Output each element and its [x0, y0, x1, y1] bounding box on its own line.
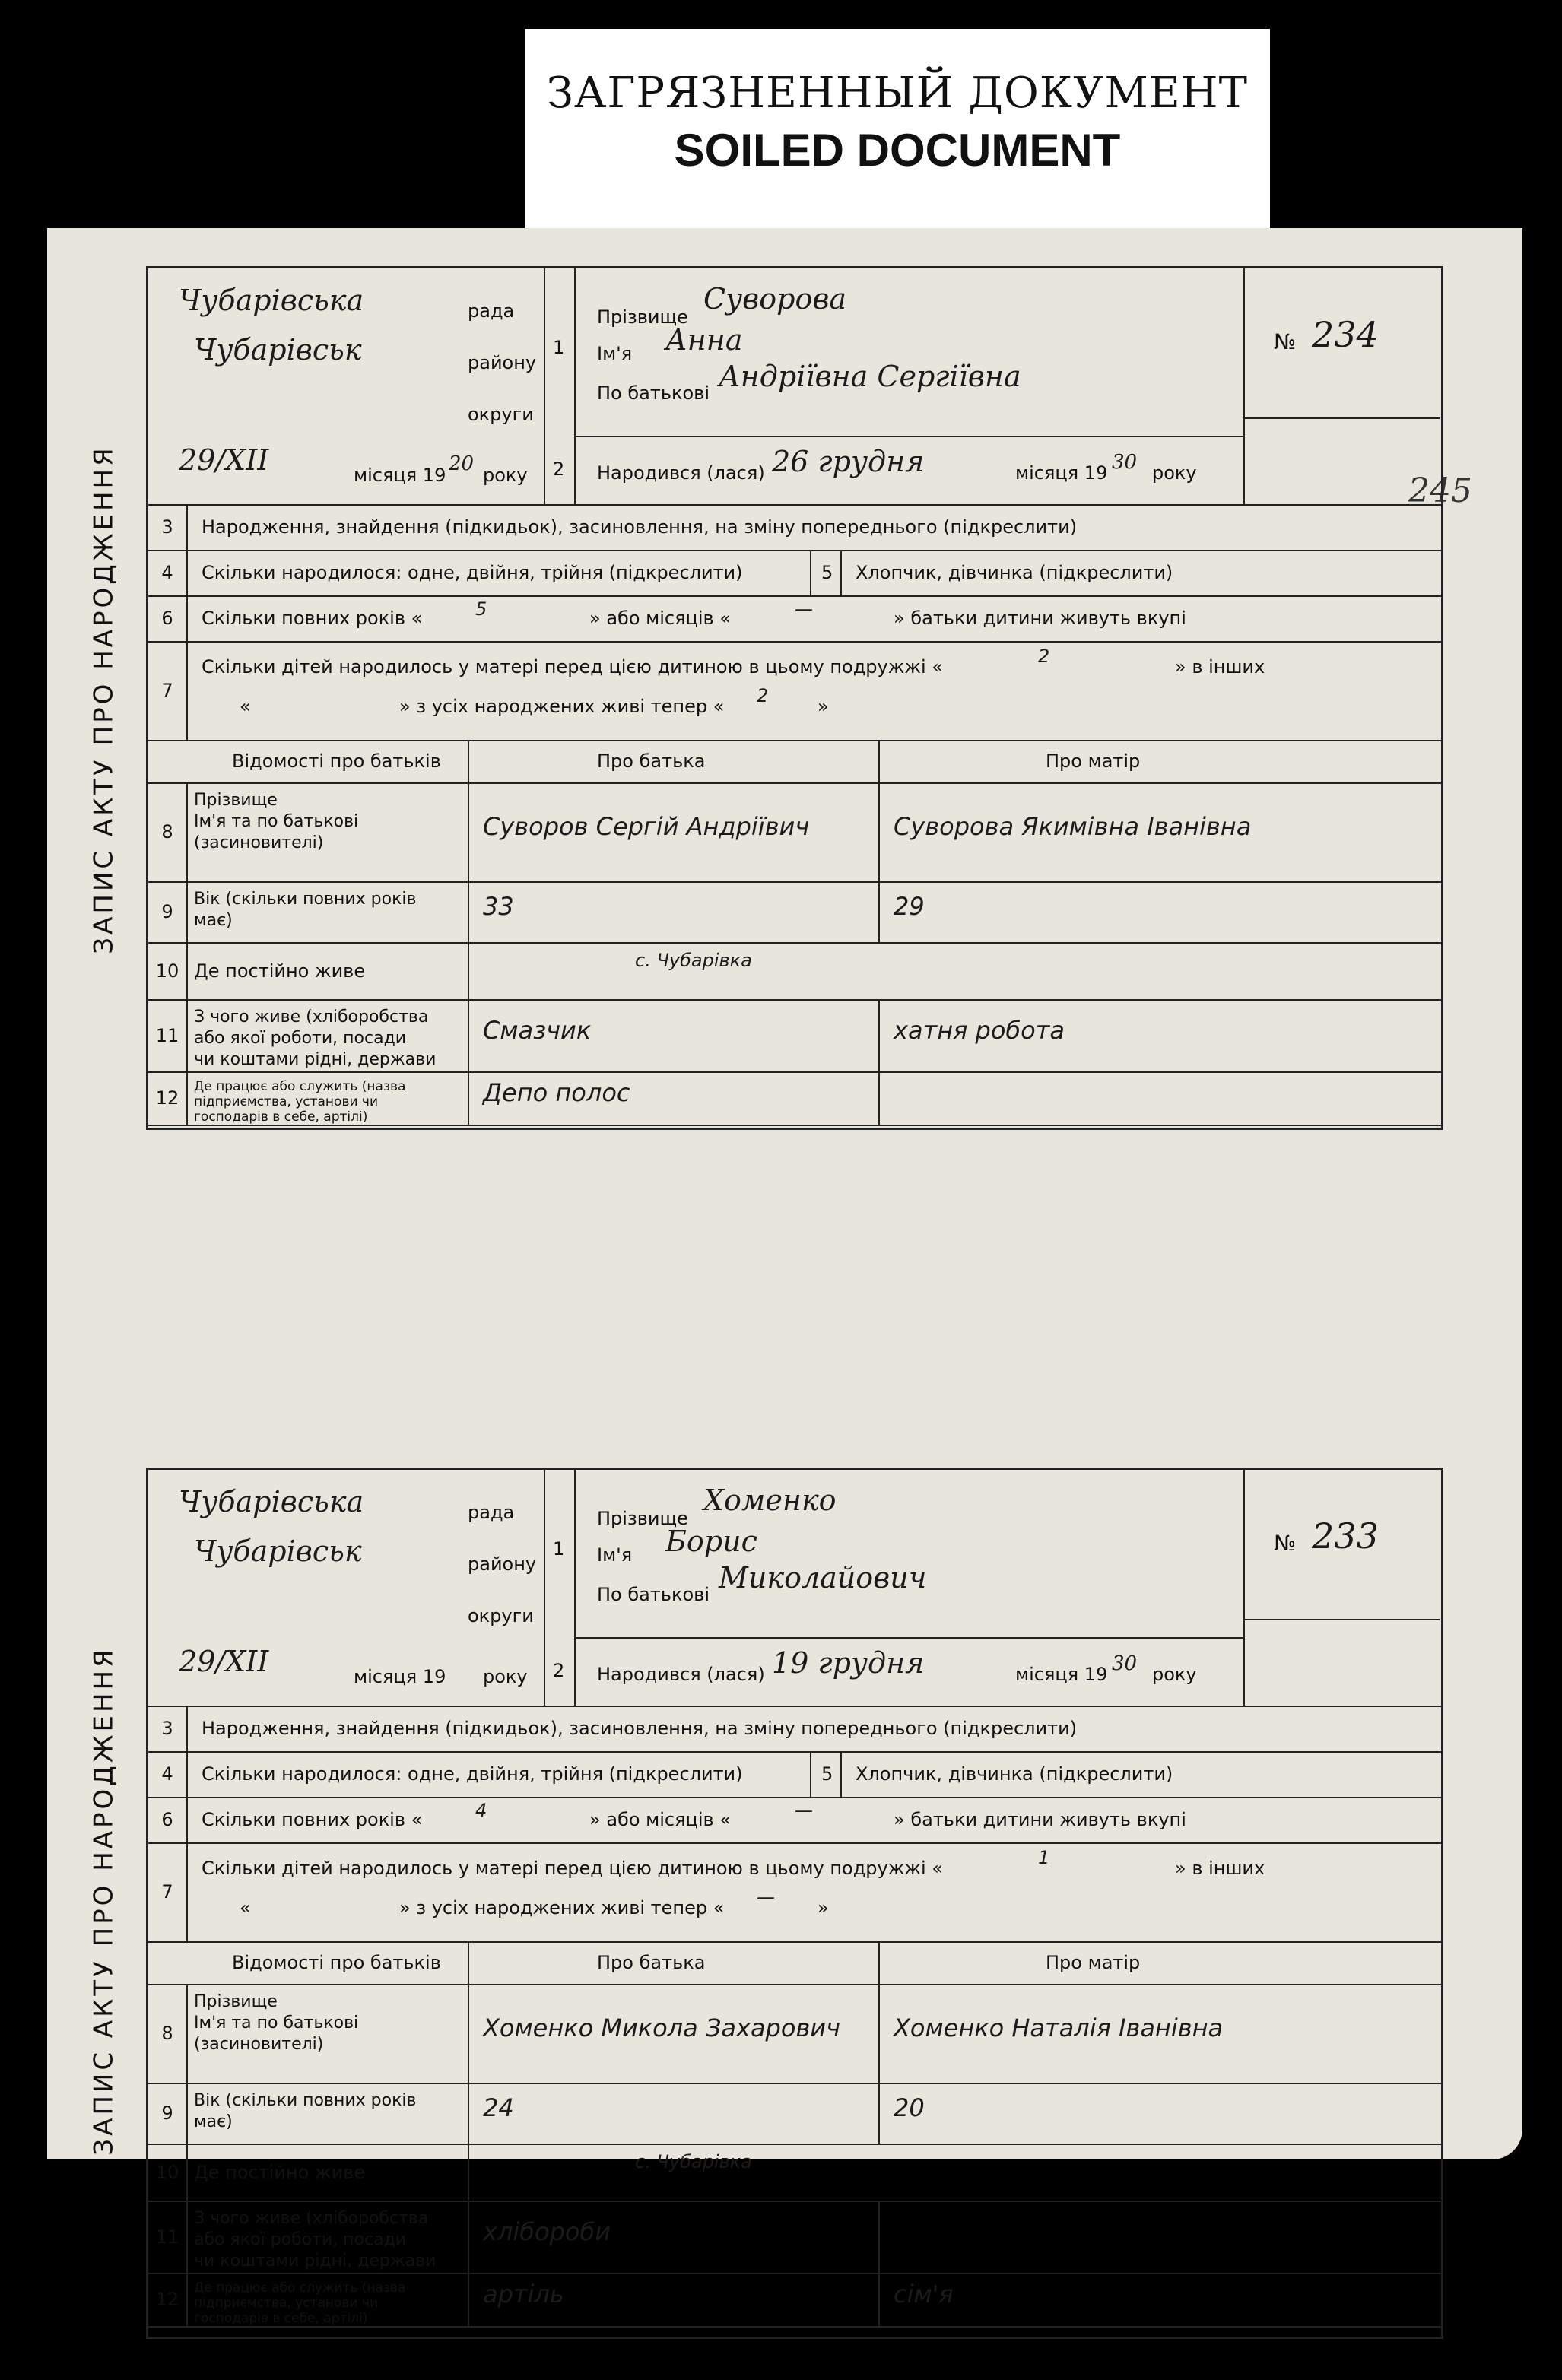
row-number: 9 — [148, 2083, 188, 2144]
row-12-father: артіль — [483, 2280, 564, 2309]
record-frame — [146, 1468, 1443, 2339]
row6-a: Скільки повних років « — [202, 1809, 423, 1830]
number-label: № — [1274, 329, 1297, 354]
col-split — [878, 1984, 880, 2083]
row-8 — [148, 1984, 1441, 2084]
number-handwritten: 233 — [1312, 1515, 1379, 1557]
surname-label: Прізвище — [597, 1508, 688, 1529]
number-block — [1243, 1470, 1441, 1622]
children-before: 2 — [1038, 646, 1050, 667]
row-number: 3 — [148, 504, 188, 550]
row-number-2: 2 — [553, 459, 565, 480]
col-split — [468, 2144, 469, 2201]
row-9-father: 24 — [483, 2093, 514, 2122]
row-12-label: Де працює або служить (назва підприємства, установи чи господарів в себе, артілі) — [194, 1079, 406, 1125]
surname-label: Прізвище — [597, 306, 688, 328]
row-9-label: Вік (скільки повних років має) — [194, 2091, 417, 2131]
row-10 — [148, 942, 1441, 1001]
record-header — [148, 1470, 1441, 1707]
rada-handwritten: Чубарівська — [179, 284, 364, 317]
col-split — [878, 782, 880, 881]
born-year-handwritten: 30 — [1112, 1652, 1138, 1675]
col-split — [878, 1071, 880, 1125]
row3-text: Народження, знайдення (підкидьок), засиновлення, на зміну попереднього (підкреслити) — [202, 1718, 1078, 1739]
row-number: 4 — [148, 550, 188, 595]
header-number-column — [544, 1470, 576, 1706]
row-9-mother: 29 — [894, 892, 925, 921]
born-handwritten: 26 грудня — [772, 445, 925, 478]
col-split — [878, 2201, 880, 2273]
row10-label: Де постійно живе — [194, 2162, 366, 2183]
row-3 — [148, 1706, 1441, 1753]
row7-a: Скільки дітей народилось у матері перед цією дитиною в цьому подружжі « — [202, 1858, 943, 1879]
raion-handwritten: Чубарівськ — [194, 1534, 362, 1568]
born-label: Народився (лася) — [597, 462, 765, 484]
row-number: 8 — [148, 782, 188, 881]
row-number: 10 — [148, 942, 188, 999]
row-8-label: Прізвище Ім'я та по батькові (засиновителі) — [194, 1992, 359, 2054]
date-handwritten: 29/XII — [179, 1645, 269, 1678]
month-label: місяця 19 — [354, 465, 446, 486]
about-mother-label: Про матір — [1046, 750, 1141, 772]
name-label: Ім'я — [597, 343, 633, 364]
row-12-mother: сім'я — [894, 2280, 954, 2309]
row6-a: Скільки повних років « — [202, 608, 423, 629]
row-4-5 — [148, 550, 1441, 597]
rada-label: рада — [468, 1502, 515, 1523]
child-block — [574, 268, 1245, 504]
row-11-father: хлібороби — [483, 2217, 611, 2246]
row6-b: » або місяців « — [589, 608, 731, 629]
row-11 — [148, 2201, 1441, 2274]
row-4-5 — [148, 1751, 1441, 1798]
row-12-father: Депо полос — [483, 1078, 630, 1107]
surname-handwritten: Хоменко — [703, 1484, 837, 1517]
col-split — [878, 1941, 880, 1984]
row-number: 10 — [148, 2144, 188, 2201]
row-number-2: 2 — [553, 1660, 565, 1681]
okruhy-label: округи — [468, 404, 534, 425]
row-9-mother: 20 — [894, 2093, 925, 2122]
row10-label: Де постійно живе — [194, 960, 366, 982]
page-number: 245 — [1408, 471, 1472, 510]
row4-text: Скільки народилося: одне, двійня, трійня (підкреслити) — [202, 562, 743, 583]
name-label: Ім'я — [597, 1544, 633, 1566]
row-11-mother: хатня робота — [894, 1015, 1065, 1045]
children-before: 1 — [1038, 1847, 1050, 1868]
raion-handwritten: Чубарівськ — [194, 333, 362, 367]
label-english: SOILED DOCUMENT — [674, 125, 1121, 176]
parents-header — [148, 740, 1441, 784]
year-handwritten: 20 — [449, 452, 475, 475]
row-number: 12 — [148, 2273, 188, 2326]
birth-record-2 — [47, 1445, 1522, 2380]
born-label: Народився (лася) — [597, 1664, 765, 1685]
col-split — [878, 881, 880, 942]
born-month-label: місяця 19 — [1015, 1664, 1108, 1685]
row7-d: » з усіх народжених живі тепер « — [399, 696, 725, 717]
years-together: 5 — [475, 598, 487, 620]
about-father-label: Про батька — [597, 750, 706, 772]
raion-label: району — [468, 352, 537, 373]
rada-label: рада — [468, 300, 515, 322]
col-split — [878, 999, 880, 1071]
col-split — [468, 1984, 469, 2083]
col-split — [468, 782, 469, 881]
row7-b: » в інших — [1175, 1858, 1265, 1879]
row-7 — [148, 641, 1441, 741]
alive-now: — — [757, 1887, 775, 1908]
roku-label: року — [483, 1666, 528, 1687]
row7-b: » в інших — [1175, 656, 1265, 678]
col-split — [878, 2083, 880, 2144]
col-split — [468, 2273, 469, 2326]
record-header — [148, 268, 1441, 506]
col-split — [468, 2201, 469, 2273]
row7-c: « — [240, 1897, 251, 1918]
vertical-title-text: ЗАПИС АКТУ ПРО НАРОДЖЕННЯ — [89, 445, 120, 954]
born-roku-label: року — [1152, 462, 1197, 484]
row-9 — [148, 2083, 1441, 2145]
row-number: 7 — [148, 641, 188, 740]
row-11 — [148, 999, 1441, 1073]
row5-number: 5 — [821, 1763, 833, 1785]
row6-c: » батьки дитини живуть вкупі — [894, 608, 1186, 629]
col-split — [468, 2083, 469, 2144]
col-split — [810, 550, 811, 595]
months-together: — — [795, 1800, 813, 1821]
row5-text: Хлопчик, дівчинка (підкреслити) — [856, 1763, 1173, 1785]
header-number-column — [544, 268, 576, 504]
parents-header — [148, 1941, 1441, 1985]
divider — [574, 436, 1243, 437]
row-6 — [148, 595, 1441, 643]
born-month-label: місяця 19 — [1015, 462, 1108, 484]
residence: с. Чубарівка — [635, 950, 752, 971]
surname-handwritten: Суворова — [703, 282, 847, 316]
years-together: 4 — [475, 1800, 487, 1821]
row5-text: Хлопчик, дівчинка (підкреслити) — [856, 562, 1173, 583]
col-split — [468, 1071, 469, 1125]
council-block — [148, 268, 545, 504]
row-8-mother: Хоменко Наталія Іванівна — [894, 2013, 1224, 2042]
col-split — [468, 999, 469, 1071]
col-split — [840, 1751, 842, 1797]
number-block — [1243, 268, 1441, 420]
patronymic-handwritten: Андріївна Сергіївна — [719, 360, 1021, 393]
vertical-title-text: ЗАПИС АКТУ ПРО НАРОДЖЕННЯ — [89, 1646, 120, 2156]
about-mother-label: Про матір — [1046, 1952, 1141, 1973]
name-handwritten: Борис — [665, 1525, 757, 1558]
row6-c: » батьки дитини живуть вкупі — [894, 1809, 1186, 1830]
row7-a: Скільки дітей народилось у матері перед цією дитиною в цьому подружжі « — [202, 656, 943, 678]
row3-text: Народження, знайдення (підкидьок), засиновлення, на зміну попереднього (підкреслити) — [202, 516, 1078, 538]
row-12 — [148, 2273, 1441, 2328]
residence: с. Чубарівка — [635, 2151, 752, 2172]
row5-number: 5 — [821, 562, 833, 583]
parents-info-label: Відомості про батьків — [232, 1952, 441, 1973]
months-together: — — [795, 598, 813, 620]
col-split — [840, 550, 842, 595]
col-split — [810, 1751, 811, 1797]
row-number-1: 1 — [553, 337, 565, 358]
rada-handwritten: Чубарівська — [179, 1485, 364, 1518]
row-8-father: Хоменко Микола Захарович — [483, 2013, 840, 2042]
row-9-father: 33 — [483, 892, 514, 921]
row-number: 6 — [148, 1797, 188, 1842]
col-split — [468, 881, 469, 942]
row-9 — [148, 881, 1441, 944]
row-6 — [148, 1797, 1441, 1844]
soiled-document-label — [525, 29, 1270, 230]
row7-e: » — [818, 696, 829, 717]
col-split — [878, 740, 880, 782]
date-handwritten: 29/XII — [179, 443, 269, 477]
row-number: 12 — [148, 1071, 188, 1125]
row-11-label: З чого живе (хліборобства або якої роботи, посади чи коштами рідні, держави — [194, 1008, 437, 1069]
row-8-father: Суворов Сергій Андріївич — [483, 812, 810, 841]
row4-text: Скільки народилося: одне, двійня, трійня (підкреслити) — [202, 1763, 743, 1785]
row6-b: » або місяців « — [589, 1809, 731, 1830]
register-page — [47, 228, 1522, 2326]
col-split — [468, 740, 469, 782]
month-label: місяця 19 — [354, 1666, 446, 1687]
row7-c: « — [240, 696, 251, 717]
born-roku-label: року — [1152, 1664, 1197, 1685]
vertical-title — [70, 1468, 138, 2334]
born-year-handwritten: 30 — [1112, 451, 1138, 474]
row-number: 3 — [148, 1706, 188, 1751]
row-number: 11 — [148, 999, 188, 1071]
row-8-label: Прізвище Ім'я та по батькові (засиновителі) — [194, 791, 359, 852]
child-block — [574, 1470, 1245, 1706]
divider — [574, 1637, 1243, 1639]
row-8-mother: Суворова Якимівна Іванівна — [894, 812, 1252, 841]
row-12-label: Де працює або служить (назва підприємства, установи чи господарів в себе, артілі) — [194, 2280, 406, 2326]
number-handwritten: 234 — [1312, 314, 1379, 355]
patronymic-handwritten: Миколайович — [719, 1561, 927, 1595]
raion-label: району — [468, 1553, 537, 1575]
row-number: 8 — [148, 1984, 188, 2083]
col-split — [468, 1941, 469, 1984]
row-number: 4 — [148, 1751, 188, 1797]
row-number: 11 — [148, 2201, 188, 2273]
row-number-1: 1 — [553, 1538, 565, 1560]
row-number: 6 — [148, 595, 188, 641]
row-12 — [148, 1071, 1441, 1126]
alive-now: 2 — [757, 685, 769, 706]
row-3 — [148, 504, 1441, 551]
birth-record-1 — [47, 243, 1522, 1361]
row-9-label: Вік (скільки повних років має) — [194, 890, 417, 930]
patronymic-label: По батькові — [597, 382, 710, 404]
row-number: 7 — [148, 1842, 188, 1941]
label-russian: ЗАГРЯЗНЕННЫЙ ДОКУМЕНТ — [547, 68, 1248, 118]
row-11-label: З чого живе (хліборобства або якої роботи, посади чи коштами рідні, держави — [194, 2209, 437, 2271]
col-split — [468, 942, 469, 999]
patronymic-label: По батькові — [597, 1584, 710, 1605]
row-8 — [148, 782, 1441, 883]
vertical-title — [70, 266, 138, 1133]
parents-info-label: Відомості про батьків — [232, 750, 441, 772]
okruhy-label: округи — [468, 1605, 534, 1626]
about-father-label: Про батька — [597, 1952, 706, 1973]
row-number: 9 — [148, 881, 188, 942]
row7-e: » — [818, 1897, 829, 1918]
row7-d: » з усіх народжених живі тепер « — [399, 1897, 725, 1918]
col-split — [878, 2273, 880, 2326]
record-frame — [146, 266, 1443, 1130]
council-block — [148, 1470, 545, 1706]
row-11-father: Смазчик — [483, 1015, 592, 1045]
born-handwritten: 19 грудня — [772, 1646, 925, 1680]
number-label: № — [1274, 1531, 1297, 1556]
row-7 — [148, 1842, 1441, 1943]
name-handwritten: Анна — [665, 323, 743, 357]
roku-label: року — [483, 465, 528, 486]
